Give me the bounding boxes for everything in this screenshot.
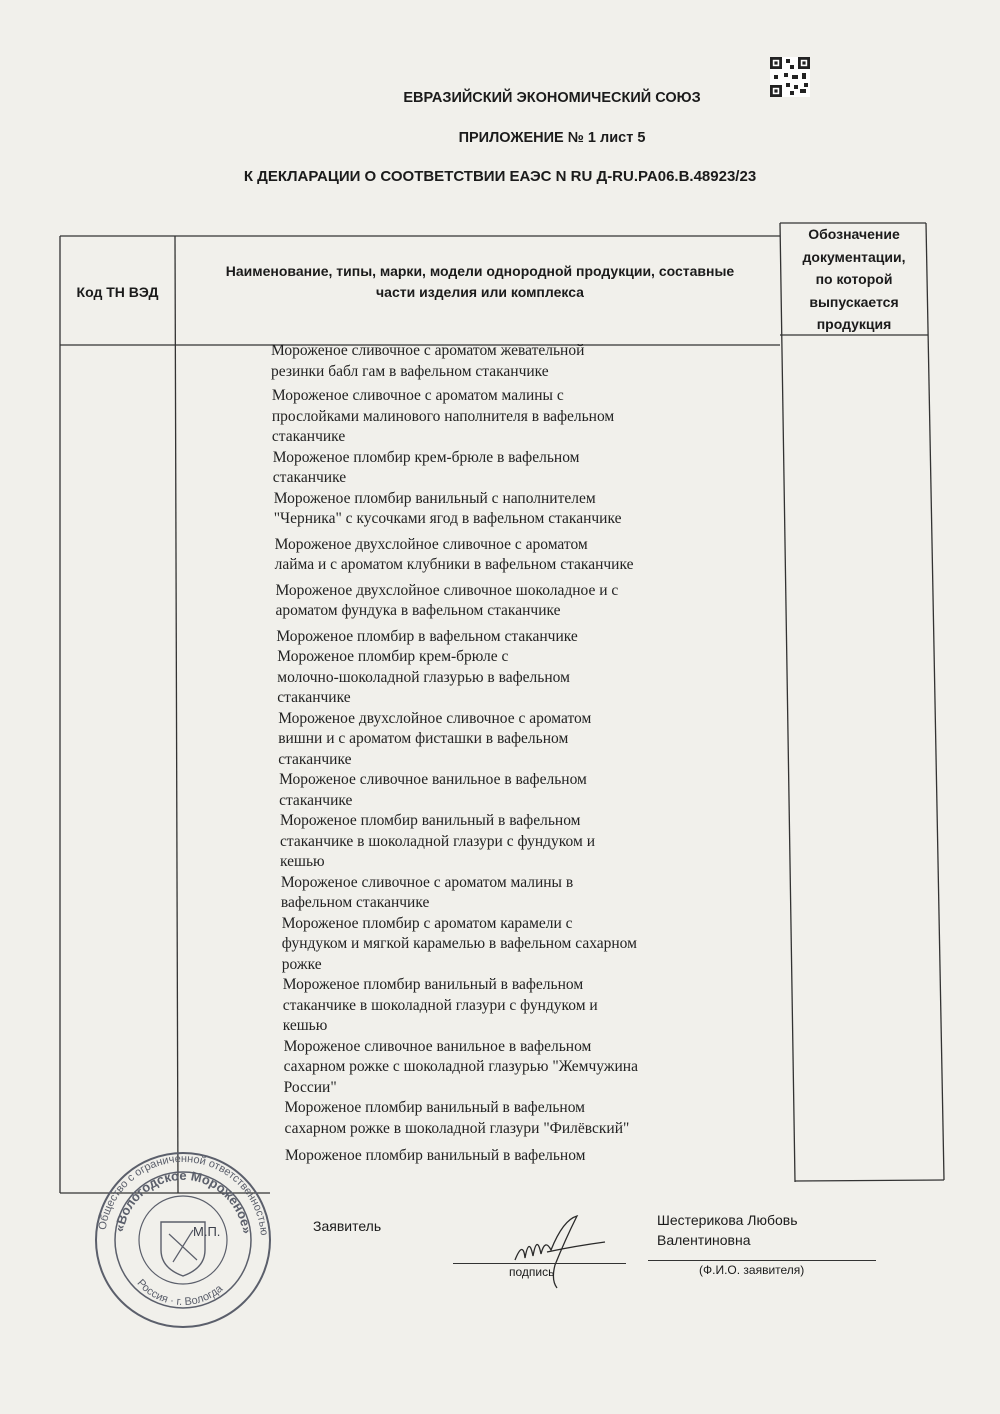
product-list bbox=[271, 341, 701, 1167]
product-item bbox=[271, 1037, 701, 1099]
product-item bbox=[271, 914, 701, 976]
product-item-line: ароматом фундука в вафельном стаканчике bbox=[275, 602, 561, 619]
product-item-line: Мороженое двухслойное сливочное шоколадное и с bbox=[275, 581, 619, 599]
product-item-line: Мороженое пломбир с ароматом карамели с bbox=[281, 914, 573, 932]
product-item-line: Мороженое пломбир ванильный в вафельном bbox=[280, 812, 581, 829]
appendix-title: ПРИЛОЖЕНИЕ № 1 лист 5 bbox=[458, 130, 646, 146]
product-item-line: стаканчике в шоколадной глазури с фундуком и bbox=[282, 996, 598, 1014]
product-item-line: Мороженое сливочное ванильное в вафельном bbox=[283, 1037, 592, 1055]
product-item-line: Мороженое пломбир ванильный в вафельном bbox=[284, 1099, 585, 1116]
doc-header-line: Обозначение bbox=[808, 226, 900, 242]
product-item-line: лайма и с ароматом клубники в вафельном стаканчике bbox=[274, 556, 634, 573]
product-item-line: стаканчике bbox=[279, 791, 353, 809]
column-header-name-line1: Наименование, типы, марки, модели однородной продукции, составные bbox=[225, 263, 735, 279]
signature-block bbox=[0, 1195, 1000, 1315]
product-item-line: Мороженое пломбир в вафельном стаканчике bbox=[276, 627, 578, 645]
product-item bbox=[271, 1098, 701, 1139]
product-item-line: сахарном рожке с шоколадной глазурью "Жемчужина bbox=[283, 1058, 638, 1075]
stamp-outer-text: Общество с ограниченной ответственностью bbox=[96, 1152, 270, 1237]
product-item-line: Мороженое сливочное ванильное в вафельном bbox=[279, 771, 587, 788]
product-item-line: России" bbox=[283, 1078, 337, 1096]
declaration-title: К ДЕКЛАРАЦИИ О СООТВЕТСТВИИ ЕАЭС N RU Д-RU.PA06.B.48923/23 bbox=[243, 168, 757, 185]
product-item bbox=[271, 627, 701, 648]
applicant-name bbox=[657, 1210, 798, 1250]
product-item bbox=[271, 1146, 701, 1167]
doc-header-line: продукция bbox=[816, 316, 892, 332]
product-item bbox=[271, 448, 701, 489]
product-item-line: Мороженое пломбир ванильный в вафельном bbox=[285, 1147, 586, 1164]
product-item-line: вишни и с ароматом фисташки в вафельном bbox=[278, 730, 569, 747]
product-item-line: Мороженое пломбир ванильный в вафельном bbox=[282, 976, 584, 993]
stamp-bottom-text: Россия · г. Вологда bbox=[134, 1277, 226, 1309]
product-item-line: стаканчике в шоколадной глазури с фундуком и bbox=[280, 832, 595, 850]
doc-header-line: документации, bbox=[802, 248, 906, 265]
product-item-line: Мороженое пломбир ванильный с наполнителем bbox=[273, 489, 596, 507]
signature-caption: подпись bbox=[509, 1265, 555, 1279]
doc-header-line: по которой bbox=[815, 271, 893, 287]
product-item bbox=[271, 581, 701, 622]
product-item-line: молочно-шоколадной глазурью в вафельном bbox=[277, 668, 570, 686]
product-item-line: Мороженое пломбир крем-брюле в вафельном bbox=[272, 448, 580, 466]
product-item-line: кешью bbox=[282, 1017, 328, 1034]
product-item bbox=[271, 386, 701, 448]
union-title: ЕВРАЗИЙСКИЙ ЭКОНОМИЧЕСКИЙ СОЮЗ bbox=[403, 90, 701, 106]
handwritten-signature bbox=[485, 1210, 625, 1290]
product-item-line: Мороженое двухслойное сливочное с ароматом bbox=[274, 535, 588, 553]
column-header-name bbox=[180, 261, 780, 303]
name-caption: (Ф.И.О. заявителя) bbox=[699, 1263, 805, 1277]
product-item-line: резинки бабл гам в вафельном стаканчике bbox=[271, 362, 549, 380]
name-line bbox=[648, 1260, 876, 1261]
applicant-name-line2: Валентиновна bbox=[657, 1232, 751, 1248]
product-item-line: Мороженое сливочное с ароматом малины в bbox=[280, 873, 574, 891]
product-item bbox=[271, 341, 701, 382]
product-item-line: Мороженое сливочное с ароматом малины с bbox=[271, 387, 564, 404]
product-item-line: Мороженое пломбир крем-брюле с bbox=[277, 648, 509, 665]
product-item bbox=[271, 709, 701, 771]
product-item-line: Мороженое двухслойное сливочное с ароматом bbox=[278, 709, 592, 727]
product-item-line: рожке bbox=[281, 955, 322, 973]
product-item-line: стаканчике bbox=[272, 469, 347, 486]
product-item bbox=[271, 489, 701, 530]
applicant-label: Заявитель bbox=[313, 1218, 382, 1234]
product-item bbox=[271, 770, 701, 811]
product-item-line: фундуком и мягкой карамелью в вафельном сахарном bbox=[281, 935, 637, 952]
product-item-line: Мороженое сливочное с ароматом жевательной bbox=[271, 342, 585, 359]
product-item bbox=[271, 873, 701, 914]
product-item bbox=[271, 811, 701, 873]
signature-line bbox=[453, 1263, 626, 1264]
stamp-mp-text: М.П. bbox=[193, 1224, 221, 1239]
product-item-line: стаканчике bbox=[278, 750, 352, 768]
product-item-line: прослойками малинового наполнителя в вафельном bbox=[271, 407, 615, 425]
applicant-name-line1: Шестерикова Любовь bbox=[657, 1212, 798, 1228]
column-header-code: Код ТН ВЭД bbox=[76, 284, 159, 300]
product-item bbox=[271, 535, 701, 576]
product-item-line: вафельном стаканчике bbox=[280, 894, 430, 911]
stamp-inner-text: «Вологодское Мороженое» bbox=[111, 1167, 255, 1235]
doc-header-line: выпускается bbox=[809, 293, 899, 310]
column-header-name-line2: части изделия или комплекса bbox=[376, 284, 584, 300]
product-item-line: сахарном рожке в шоколадной глазури "Филёвский" bbox=[284, 1119, 630, 1137]
product-item-line: "Черника" с кусочками ягод в вафельном стаканчике bbox=[273, 510, 622, 527]
product-item-line: кешью bbox=[280, 853, 325, 870]
column-header-documentation bbox=[786, 223, 922, 336]
product-item bbox=[271, 975, 701, 1037]
product-item bbox=[271, 647, 701, 709]
product-item-line: стаканчике bbox=[277, 689, 351, 706]
product-item-line: стаканчике bbox=[271, 428, 346, 445]
